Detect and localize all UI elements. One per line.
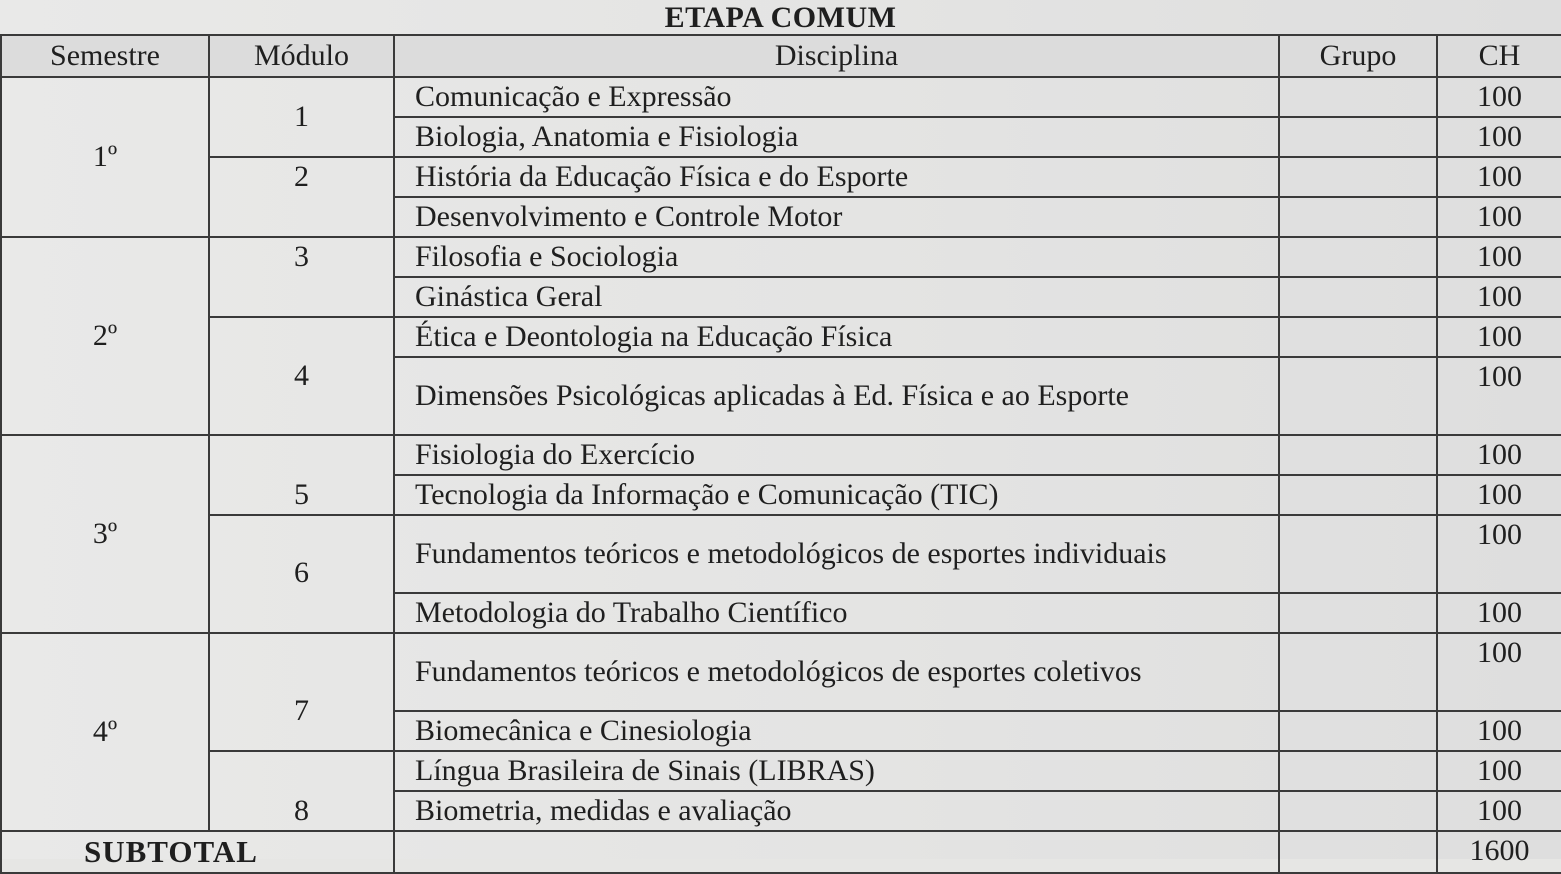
header-semestre: Semestre xyxy=(1,35,209,77)
subtotal-label: SUBTOTAL xyxy=(1,831,394,873)
discipline-cell: Biometria, medidas e avaliação xyxy=(394,791,1279,831)
group-cell xyxy=(1279,357,1437,435)
table-row xyxy=(1,515,1561,593)
ch-cell: 100 xyxy=(1437,237,1561,277)
discipline-cell: Biologia, Anatomia e Fisiologia xyxy=(394,117,1279,157)
header-modulo: Módulo xyxy=(209,35,394,77)
discipline-cell: Biomecânica e Cinesiologia xyxy=(394,711,1279,751)
group-cell xyxy=(1279,791,1437,831)
module-cell: 2 xyxy=(209,157,394,237)
module-cell: 4 xyxy=(209,317,394,435)
group-cell xyxy=(1279,633,1437,711)
module-cell: 1 xyxy=(209,77,394,157)
module-cell: 6 xyxy=(209,515,394,633)
ch-cell: 100 xyxy=(1437,515,1561,593)
discipline-cell: Fisiologia do Exercício xyxy=(394,435,1279,475)
module-cell: 7 xyxy=(209,633,394,751)
module-cell: 8 xyxy=(209,751,394,831)
discipline-cell: História da Educação Física e do Esporte xyxy=(394,157,1279,197)
header-row xyxy=(1,35,1561,77)
semester-cell: 3º xyxy=(1,435,209,633)
group-cell xyxy=(1279,317,1437,357)
ch-cell: 100 xyxy=(1437,475,1561,515)
discipline-cell: Comunicação e Expressão xyxy=(394,77,1279,117)
discipline-cell: Ética e Deontologia na Educação Física xyxy=(394,317,1279,357)
subtotal-group xyxy=(1279,831,1437,873)
discipline-cell: Dimensões Psicológicas aplicadas à Ed. Física e ao Esporte xyxy=(394,357,1279,435)
ch-cell: 100 xyxy=(1437,791,1561,831)
table-row xyxy=(1,317,1561,357)
header-disciplina: Disciplina xyxy=(394,35,1279,77)
header-grupo: Grupo xyxy=(1279,35,1437,77)
subtotal-spacer xyxy=(394,831,1279,873)
ch-cell: 100 xyxy=(1437,593,1561,633)
discipline-cell: Metodologia do Trabalho Científico xyxy=(394,593,1279,633)
group-cell xyxy=(1279,515,1437,593)
semester-cell: 4º xyxy=(1,633,209,831)
ch-cell: 100 xyxy=(1437,633,1561,711)
table-row xyxy=(1,751,1561,791)
ch-cell: 100 xyxy=(1437,317,1561,357)
subtotal-row xyxy=(1,831,1561,873)
discipline-cell: Desenvolvimento e Controle Motor xyxy=(394,197,1279,237)
semester-cell: 2º xyxy=(1,237,209,435)
table-row xyxy=(1,633,1561,711)
ch-cell: 100 xyxy=(1437,277,1561,317)
group-cell xyxy=(1279,475,1437,515)
group-cell xyxy=(1279,751,1437,791)
curriculum-table xyxy=(0,34,1561,874)
discipline-cell: Tecnologia da Informação e Comunicação (TIC) xyxy=(394,475,1279,515)
ch-cell: 100 xyxy=(1437,357,1561,435)
group-cell xyxy=(1279,711,1437,751)
ch-cell: 100 xyxy=(1437,117,1561,157)
semester-cell: 1º xyxy=(1,77,209,237)
ch-cell: 100 xyxy=(1437,435,1561,475)
group-cell xyxy=(1279,157,1437,197)
ch-cell: 100 xyxy=(1437,197,1561,237)
ch-cell: 100 xyxy=(1437,751,1561,791)
group-cell xyxy=(1279,435,1437,475)
table-row xyxy=(1,435,1561,475)
group-cell xyxy=(1279,117,1437,157)
discipline-cell: Fundamentos teóricos e metodológicos de esportes individuais xyxy=(394,515,1279,593)
group-cell xyxy=(1279,197,1437,237)
subtotal-ch: 1600 xyxy=(1437,831,1561,873)
discipline-cell: Filosofia e Sociologia xyxy=(394,237,1279,277)
table-row xyxy=(1,237,1561,277)
module-cell: 5 xyxy=(209,435,394,515)
module-cell: 3 xyxy=(209,237,394,317)
ch-cell: 100 xyxy=(1437,157,1561,197)
table-title: ETAPA COMUM xyxy=(664,1,897,34)
discipline-cell: Língua Brasileira de Sinais (LIBRAS) xyxy=(394,751,1279,791)
group-cell xyxy=(1279,77,1437,117)
ch-cell: 100 xyxy=(1437,77,1561,117)
group-cell xyxy=(1279,277,1437,317)
group-cell xyxy=(1279,237,1437,277)
table-row xyxy=(1,77,1561,117)
ch-cell: 100 xyxy=(1437,711,1561,751)
header-ch: CH xyxy=(1437,35,1561,77)
discipline-cell: Fundamentos teóricos e metodológicos de esportes coletivos xyxy=(394,633,1279,711)
table-row xyxy=(1,157,1561,197)
group-cell xyxy=(1279,593,1437,633)
discipline-cell: Ginástica Geral xyxy=(394,277,1279,317)
